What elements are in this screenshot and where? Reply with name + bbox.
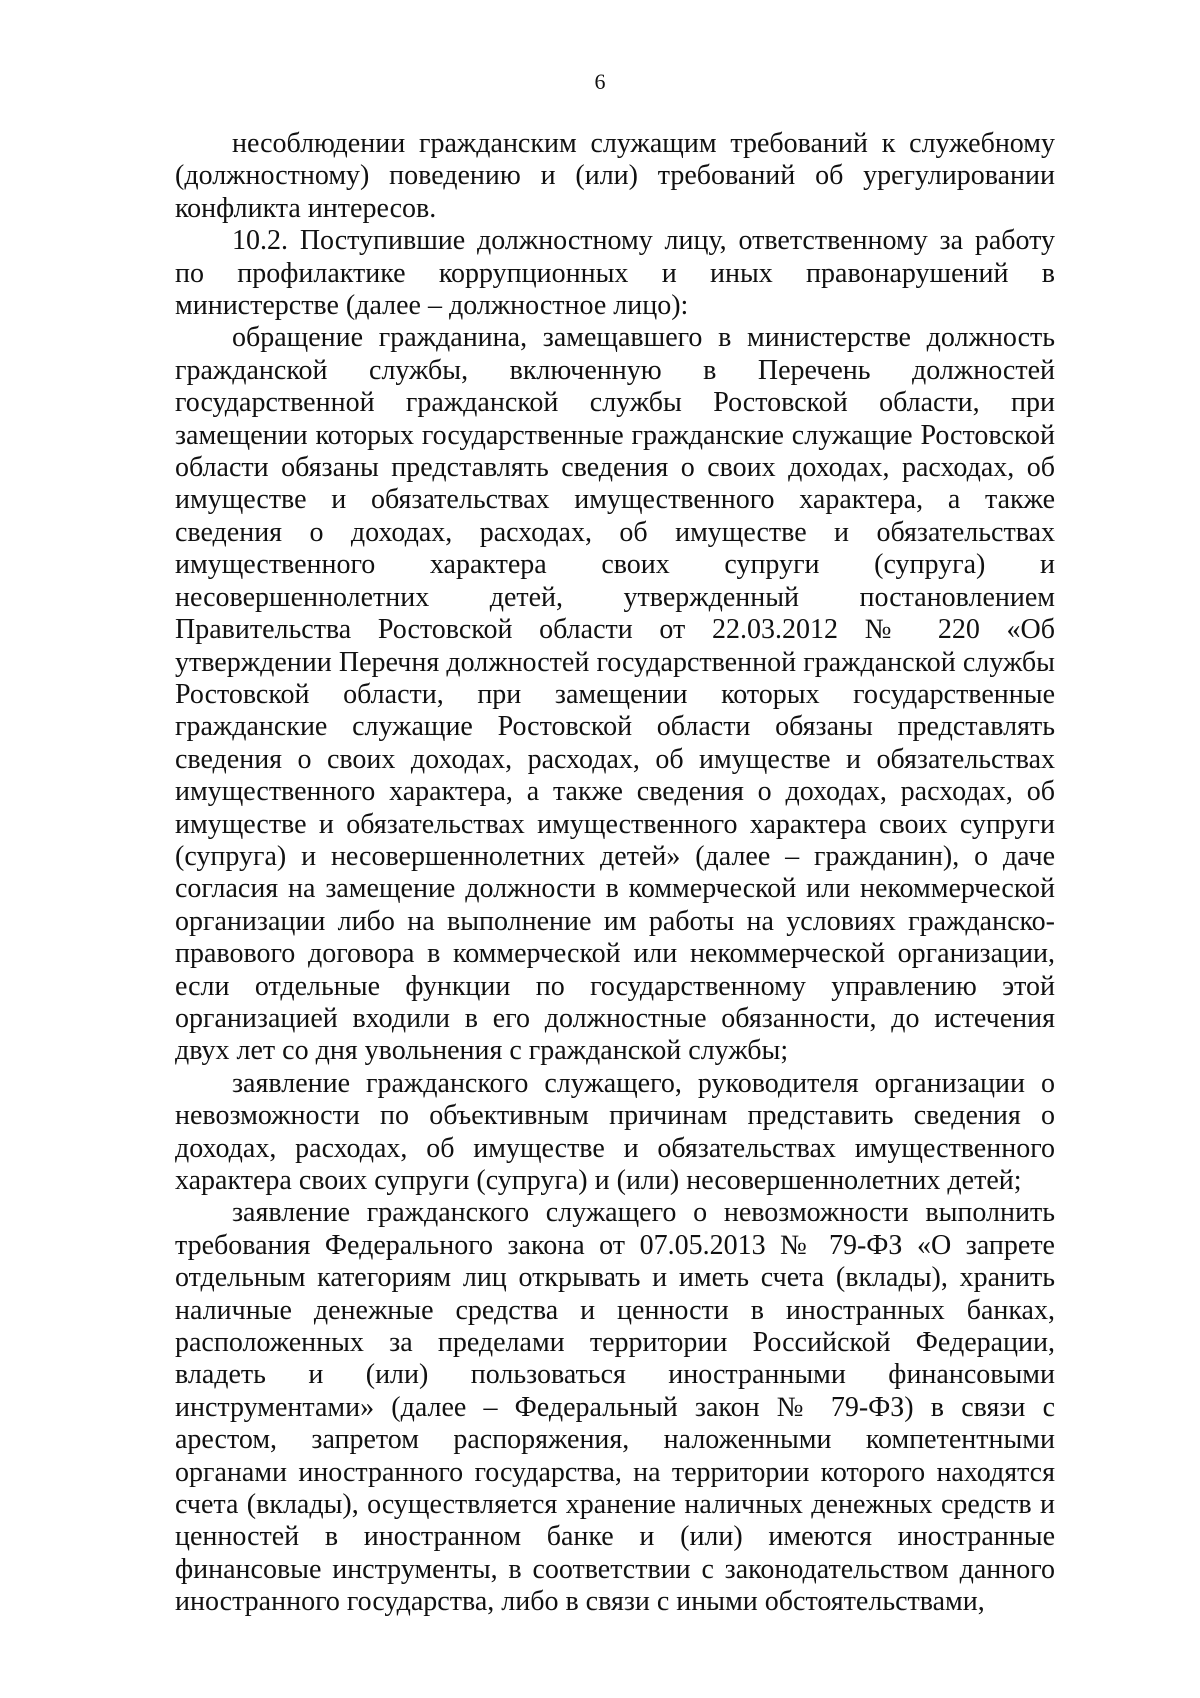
paragraph-2: 10.2. Поступившие должностному лицу, ответственному за работу по профилактике коррупционных и иных правонарушений в министерстве (далее – должностное лицо): <box>175 225 1055 322</box>
document-body <box>175 128 1055 1619</box>
paragraph-1: несоблюдении гражданским служащим требований к служебному (должностному) поведению и (или) требований об урегулировании конфликта интересов. <box>175 128 1055 224</box>
page-number: 6 <box>594 69 606 94</box>
paragraph-4: заявление гражданского служащего, руководителя организации о невозможности по объективным причинам представить сведения о доходах, расходах, об имуществе и обязательствах имущественного характера своих супруги (супруга) и (или) несовершеннолетних детей; <box>175 1067 1055 1196</box>
paragraph-3: обращение гражданина, замещавшего в министерстве должность гражданской службы, включенную в Перечень должностей государственной гражданской службы Ростовской области, при замещении которых государственные гражданские служащие Ростовской области обязаны представлять сведения о своих доходах, расходах, об имуществе и обязательствах имущественного характера, а также сведения о доходах, расходах, об имуществе и обязательствах имущественного характера своих супруги (супруга) и несовершеннолетних детей, утвержденный постановлением Правительства Ростовской области от 22.03.2012 № 220 «Об утверждении Перечня должностей государственной гражданской службы Ростовской области, при замещении которых государственные гражданские служащие Ростовской области обязаны представлять сведения о своих доходах, расходах, об имуществе и обязательствах имущественного характера, а также сведения о доходах, расходах, об имуществе и обязательствах имущественного характера своих супруги (супруга) и несовершеннолетних детей» (далее – гражданин), о даче согласия на замещение должности в коммерческой или некоммерческой организации либо на выполнение им работы на условиях гражданско-правового договора в коммерческой или некоммерческой организации, если отдельные функции по государственному управлению этой организацией входили в его должностные обязанности, до истечения двух лет со дня увольнения с гражданской службы; <box>175 322 1055 1067</box>
paragraph-5: заявление гражданского служащего о невозможности выполнить требования Федерального закона от 07.05.2013 № 79-ФЗ «О запрете отдельным категориям лиц открывать и иметь счета (вклады), хранить наличные денежные средства и ценности в иностранных банках, расположенных за пределами территории Российской Федерации, владеть и (или) пользоваться иностранными финансовыми инструментами» (далее – Федеральный закон № 79-ФЗ) в связи с арестом, запретом распоряжения, наложенными компетентными органами иностранного государства, на территории которого находятся счета (вклады), осуществляется хранение наличных денежных средств и ценностей в иностранном банке и (или) имеются иностранные финансовые инструменты, в соответствии с законодательством данного иностранного государства, либо в связи с иными обстоятельствами, <box>175 1197 1055 1618</box>
